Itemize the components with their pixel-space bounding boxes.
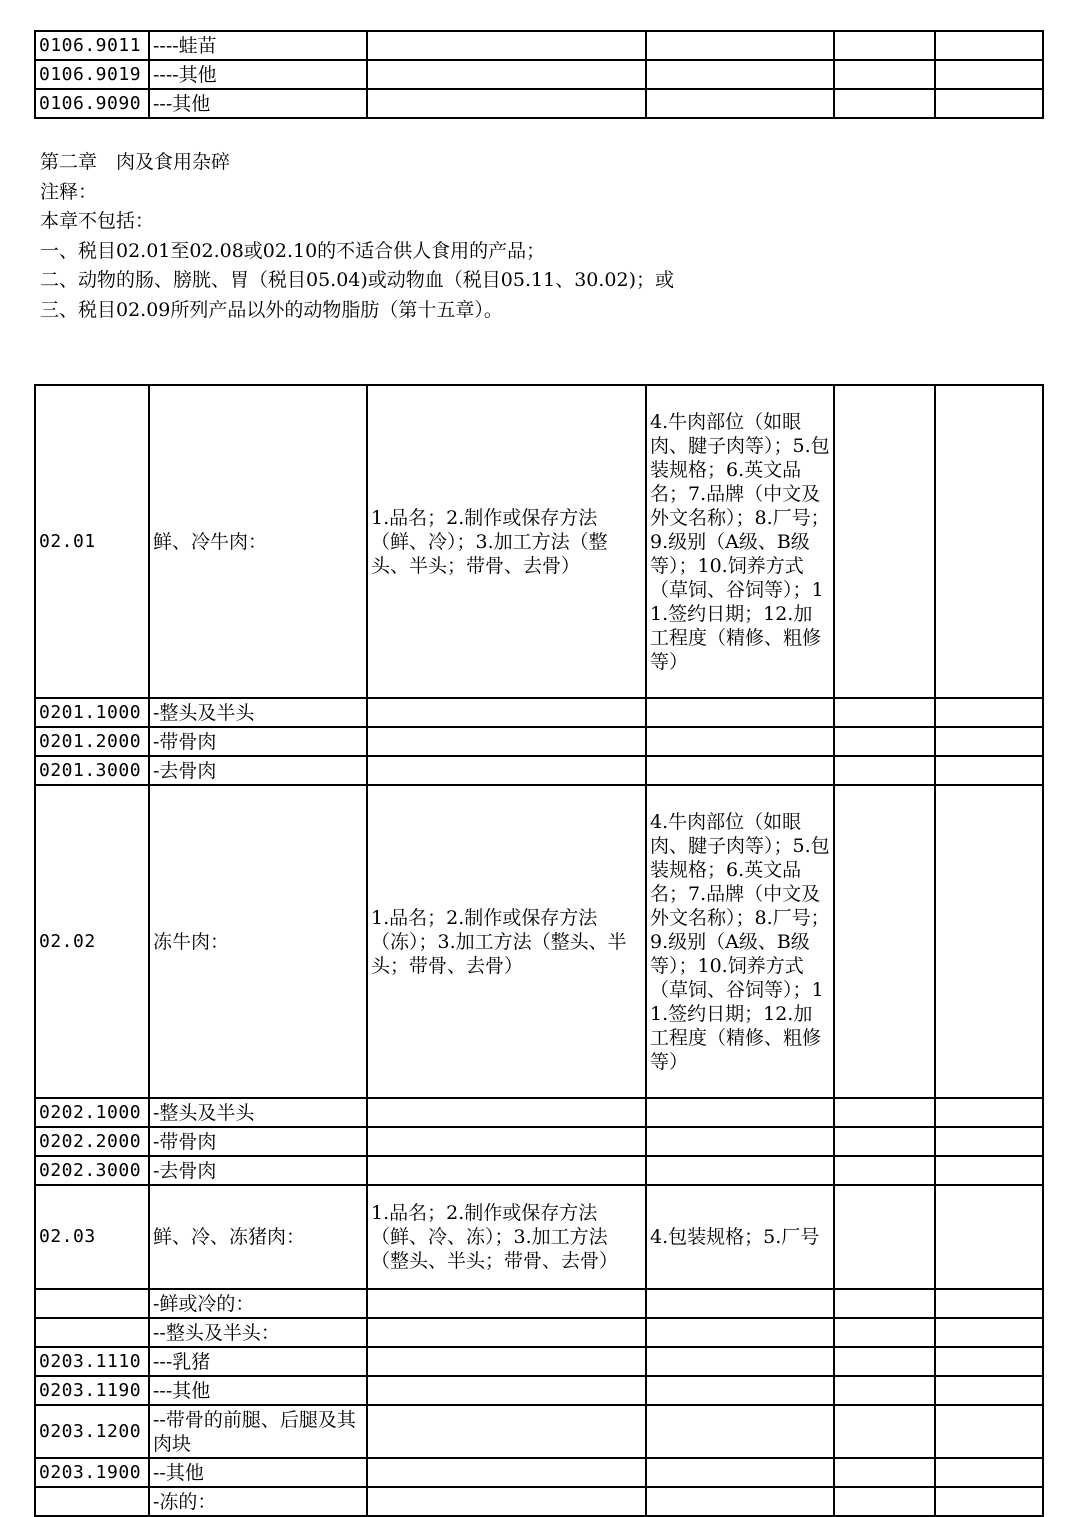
additional-elements (646, 1405, 834, 1458)
additional-elements: 4.包装规格；5.厂号 (646, 1185, 834, 1289)
table-row (35, 31, 1043, 60)
declaration-elements (367, 756, 646, 785)
blank-cell (935, 1487, 1043, 1516)
declaration-elements (367, 1376, 646, 1405)
hs-code (35, 1318, 149, 1347)
blank-cell (935, 89, 1043, 118)
additional-elements (646, 1127, 834, 1156)
blank-cell (834, 1376, 935, 1405)
table-row (35, 756, 1043, 785)
declaration-elements (367, 1318, 646, 1347)
product-name: -冻的： (149, 1487, 367, 1516)
additional-elements (646, 1318, 834, 1347)
table-row (35, 727, 1043, 756)
additional-elements: 4.牛肉部位（如眼肉、腱子肉等）；5.包装规格；6.英文品名；7.品牌（中文及外文名称）；8.厂号；9.级别（A级、B级等）；10.饲养方式（草饲、谷饲等）；11.签约日期；12.加工程度（精修、粗修等） (646, 785, 834, 1098)
declaration-elements (367, 1347, 646, 1376)
hs-code (35, 1289, 149, 1318)
blank-cell (834, 1318, 935, 1347)
blank-cell (935, 1405, 1043, 1458)
hs-code: 02.01 (35, 385, 149, 698)
hs-code: 0203.1900 (35, 1458, 149, 1487)
blank-cell (834, 756, 935, 785)
declaration-elements (367, 1127, 646, 1156)
blank-cell (935, 785, 1043, 1098)
declaration-elements: 1.品名；2.制作或保存方法（鲜、冷）；3.加工方法（整头、半头；带骨、去骨） (367, 385, 646, 698)
declaration-elements (367, 31, 646, 60)
additional-elements (646, 727, 834, 756)
product-name: ---其他 (149, 89, 367, 118)
product-name: --带骨的前腿、后腿及其肉块 (149, 1405, 367, 1458)
table-row (35, 1376, 1043, 1405)
blank-cell (834, 60, 935, 89)
table-row (35, 1318, 1043, 1347)
blank-cell (834, 1156, 935, 1185)
blank-cell (935, 1347, 1043, 1376)
table-row (35, 1405, 1043, 1458)
hs-code: 02.02 (35, 785, 149, 1098)
chapter-title: 第二章 肉及食用杂碎 (40, 151, 231, 173)
blank-cell (935, 31, 1043, 60)
blank-cell (834, 785, 935, 1098)
blank-cell (834, 1098, 935, 1127)
additional-elements (646, 1156, 834, 1185)
product-name: -整头及半头 (149, 1098, 367, 1127)
table-row (35, 1458, 1043, 1487)
exclusion-header: 本章不包括： (40, 210, 155, 232)
table-row (35, 89, 1043, 118)
product-name: ---乳猪 (149, 1347, 367, 1376)
exclusion-item: 一、税目02.01至02.08或02.10的不适合供人食用的产品； (40, 239, 546, 262)
hs-code: 0106.9019 (35, 60, 149, 89)
blank-cell (935, 1318, 1043, 1347)
table-row (35, 1289, 1043, 1318)
declaration-elements (367, 89, 646, 118)
tariff-table-main (34, 384, 1044, 1517)
hs-code: 0202.2000 (35, 1127, 149, 1156)
tariff-table-top (34, 30, 1044, 119)
table-row (35, 1185, 1043, 1289)
declaration-elements (367, 1289, 646, 1318)
hs-code: 0202.1000 (35, 1098, 149, 1127)
table-row (35, 785, 1043, 1098)
additional-elements (646, 1098, 834, 1127)
blank-cell (834, 31, 935, 60)
declaration-elements (367, 1156, 646, 1185)
blank-cell (935, 1127, 1043, 1156)
declaration-elements (367, 698, 646, 727)
product-name: -鲜或冷的： (149, 1289, 367, 1318)
hs-code (35, 1487, 149, 1516)
blank-cell (834, 385, 935, 698)
declaration-elements (367, 1098, 646, 1127)
hs-code: 0203.1200 (35, 1405, 149, 1458)
hs-code: 0202.3000 (35, 1156, 149, 1185)
table-row (35, 1347, 1043, 1376)
additional-elements (646, 1289, 834, 1318)
additional-elements (646, 756, 834, 785)
product-name: -带骨肉 (149, 1127, 367, 1156)
additional-elements (646, 89, 834, 118)
declaration-elements (367, 1487, 646, 1516)
additional-elements: 4.牛肉部位（如眼肉、腱子肉等）；5.包装规格；6.英文品名；7.品牌（中文及外文名称）；8.厂号；9.级别（A级、B级等）；10.饲养方式（草饲、谷饲等）；11.签约日期；12.加工程度（精修、粗修等） (646, 385, 834, 698)
blank-cell (834, 727, 935, 756)
blank-cell (834, 1458, 935, 1487)
product-name: -去骨肉 (149, 756, 367, 785)
additional-elements (646, 698, 834, 727)
product-name: 冻牛肉： (149, 785, 367, 1098)
table-row (35, 1487, 1043, 1516)
hs-code: 0201.2000 (35, 727, 149, 756)
blank-cell (834, 1185, 935, 1289)
hs-code: 0201.3000 (35, 756, 149, 785)
hs-code: 0201.1000 (35, 698, 149, 727)
table-row (35, 698, 1043, 727)
product-name: --整头及半头： (149, 1318, 367, 1347)
blank-cell (935, 727, 1043, 756)
declaration-elements (367, 60, 646, 89)
hs-code: 0203.1110 (35, 1347, 149, 1376)
blank-cell (834, 1487, 935, 1516)
table-row (35, 60, 1043, 89)
table-row (35, 1156, 1043, 1185)
declaration-elements: 1.品名；2.制作或保存方法（鲜、冷、冻）；3.加工方法（整头、半头；带骨、去骨） (367, 1185, 646, 1289)
blank-cell (834, 1289, 935, 1318)
chapter-notes (40, 148, 674, 325)
blank-cell (935, 1185, 1043, 1289)
hs-code: 0203.1190 (35, 1376, 149, 1405)
blank-cell (834, 89, 935, 118)
blank-cell (935, 1098, 1043, 1127)
declaration-elements (367, 1405, 646, 1458)
additional-elements (646, 1376, 834, 1405)
product-name: --其他 (149, 1458, 367, 1487)
exclusion-item: 二、动物的肠、膀胱、胃（税目05.04)或动物血（税目05.11、30.02)；或 (40, 269, 675, 291)
blank-cell (834, 1405, 935, 1458)
blank-cell (935, 1289, 1043, 1318)
product-name: 鲜、冷牛肉： (149, 385, 367, 698)
blank-cell (935, 1458, 1043, 1487)
product-name: -整头及半头 (149, 698, 367, 727)
additional-elements (646, 60, 834, 89)
product-name: ----蛙苗 (149, 31, 367, 60)
blank-cell (935, 1376, 1043, 1405)
hs-code: 0106.9011 (35, 31, 149, 60)
blank-cell (834, 698, 935, 727)
blank-cell (935, 60, 1043, 89)
additional-elements (646, 1458, 834, 1487)
blank-cell (834, 1127, 935, 1156)
exclusion-item: 三、税目02.09所列产品以外的动物脂肪（第十五章）。 (40, 298, 503, 321)
product-name: ----其他 (149, 60, 367, 89)
product-name: 鲜、冷、冻猪肉： (149, 1185, 367, 1289)
table-row (35, 385, 1043, 698)
hs-code: 0106.9090 (35, 89, 149, 118)
additional-elements (646, 1487, 834, 1516)
table-row (35, 1098, 1043, 1127)
declaration-elements: 1.品名；2.制作或保存方法（冻）；3.加工方法（整头、半头；带骨、去骨） (367, 785, 646, 1098)
blank-cell (935, 1156, 1043, 1185)
blank-cell (834, 1347, 935, 1376)
product-name: -带骨肉 (149, 727, 367, 756)
additional-elements (646, 31, 834, 60)
product-name: ---其他 (149, 1376, 367, 1405)
declaration-elements (367, 727, 646, 756)
hs-code: 02.03 (35, 1185, 149, 1289)
note-label: 注释： (40, 180, 98, 203)
blank-cell (935, 756, 1043, 785)
product-name: -去骨肉 (149, 1156, 367, 1185)
table-row (35, 1127, 1043, 1156)
additional-elements (646, 1347, 834, 1376)
blank-cell (935, 385, 1043, 698)
declaration-elements (367, 1458, 646, 1487)
blank-cell (935, 698, 1043, 727)
